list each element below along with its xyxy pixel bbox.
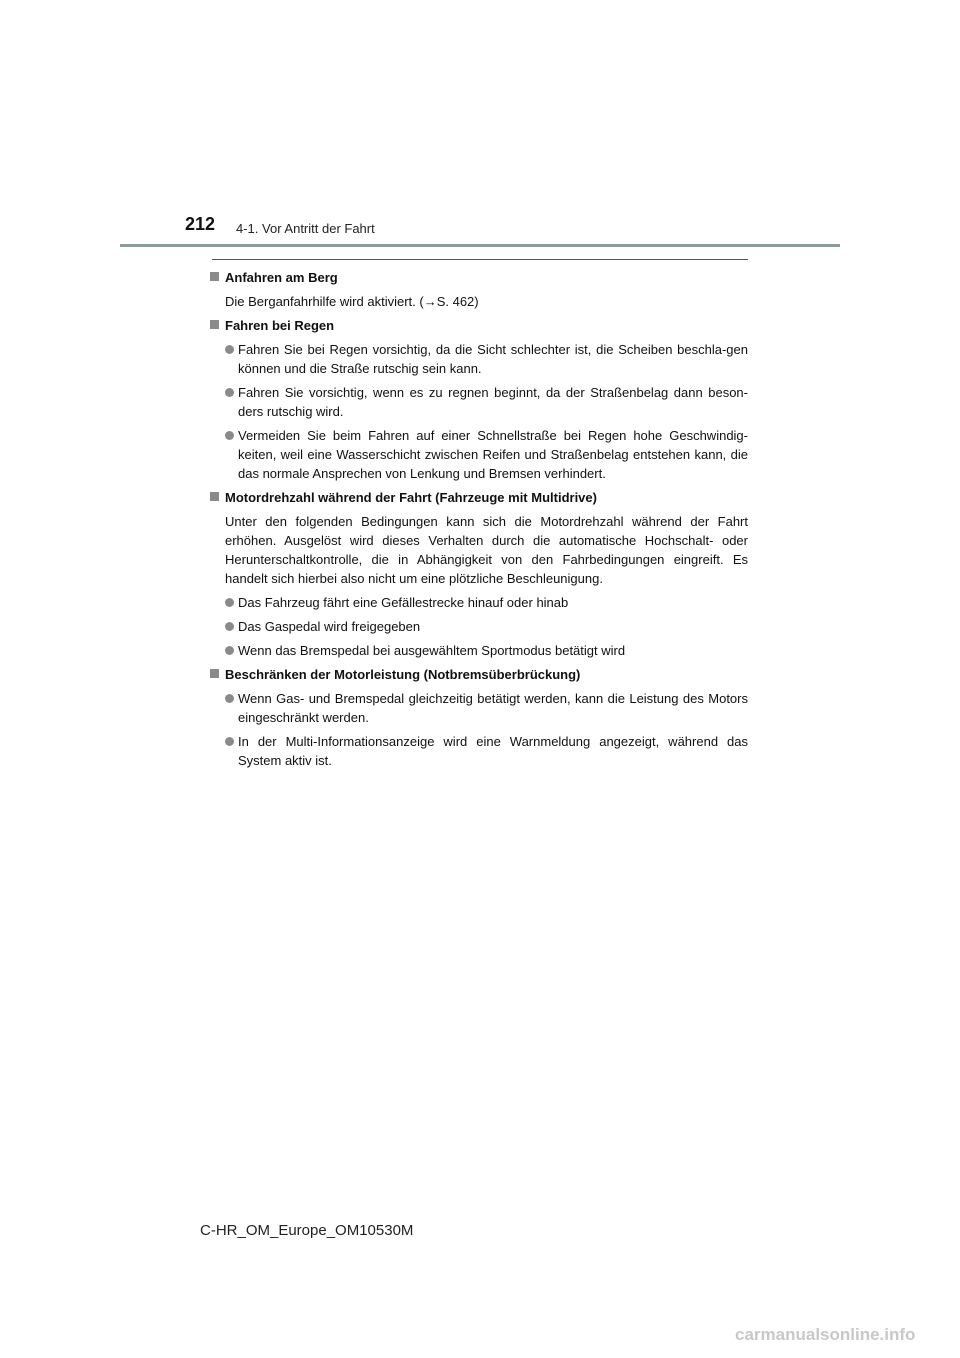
list-item xyxy=(210,593,748,612)
heading-text: Motordrehzahl während der Fahrt (Fahrzeuge mit Multidrive) xyxy=(225,490,597,505)
section-paragraph: Unter den folgenden Bedingungen kann sich die Motordrehzahl während der Fahrt erhöhen. Ausgelöst wird dieses Verhalten durch die automatische Hochschalt- oder Herunterschaltkontrolle, die in Abhängigkeit von den Fahrbedingungen eingreift. Es handelt sich hierbei also nicht um eine plötzliche Beschleunigung. xyxy=(225,514,748,586)
heading-text: Fahren bei Regen xyxy=(225,318,335,333)
list-item xyxy=(210,689,748,727)
list-item-text: In der Multi-Informationsanzeige wird eine Warnmeldung angezeigt, während das System aktiv ist. xyxy=(238,734,748,768)
circle-bullet-icon xyxy=(225,694,234,703)
circle-bullet-icon xyxy=(225,388,234,397)
list-item xyxy=(210,426,748,483)
square-bullet-icon xyxy=(210,492,219,501)
list-item xyxy=(210,340,748,378)
section-paragraph: Die Berganfahrhilfe wird aktiviert. (→S. 462) xyxy=(225,294,479,309)
list-item-text: Wenn Gas- und Bremspedal gleichzeitig betätigt werden, kann die Leistung des Motors eingeschränkt werden. xyxy=(238,691,748,725)
list-item-text: Das Fahrzeug fährt eine Gefällestrecke hinauf oder hinab xyxy=(238,595,569,610)
circle-bullet-icon xyxy=(225,622,234,631)
page-number: 212 xyxy=(185,214,216,234)
content-body xyxy=(210,268,748,775)
circle-bullet-icon xyxy=(225,345,234,354)
list-item xyxy=(210,383,748,421)
square-bullet-icon xyxy=(210,272,219,281)
section-heading xyxy=(210,268,748,287)
heading-text: Anfahren am Berg xyxy=(225,270,338,285)
section-heading xyxy=(210,316,748,335)
square-bullet-icon xyxy=(210,320,219,329)
circle-bullet-icon xyxy=(225,598,234,607)
circle-bullet-icon xyxy=(225,737,234,746)
footer-document-id: C-HR_OM_Europe_OM10530M xyxy=(200,1222,414,1239)
list-item xyxy=(210,617,748,636)
square-bullet-icon xyxy=(210,669,219,678)
list-item xyxy=(210,732,748,770)
list-item-text: Wenn das Bremspedal bei ausgewähltem Sportmodus betätigt wird xyxy=(238,643,626,658)
circle-bullet-icon xyxy=(225,646,234,655)
list-item xyxy=(210,641,748,660)
section-heading xyxy=(210,665,748,684)
section-heading xyxy=(210,488,748,507)
list-item-text: Fahren Sie vorsichtig, wenn es zu regnen beginnt, da der Straßenbelag dann beson-ders rutschig wird. xyxy=(238,385,748,419)
heading-text: Beschränken der Motorleistung (Notbremsüberbrückung) xyxy=(225,667,581,682)
header-rule xyxy=(120,244,840,247)
list-item-text: Das Gaspedal wird freigegeben xyxy=(238,619,421,634)
list-item-text: Fahren Sie bei Regen vorsichtig, da die Sicht schlechter ist, die Scheiben beschla-gen können und die Straße rutschig sein kann. xyxy=(238,342,748,376)
list-item-text: Vermeiden Sie beim Fahren auf einer Schnellstraße bei Regen hohe Geschwindig-keiten, weil eine Wasserschicht zwischen Reifen und Straßenbelag entstehen kann, die das normale Ansprechen von Lenkung und Bremsen verhindert. xyxy=(238,428,748,481)
circle-bullet-icon xyxy=(225,431,234,440)
section-title: 4-1. Vor Antritt der Fahrt xyxy=(236,221,375,236)
watermark: carmanualsonline.info xyxy=(735,1325,916,1344)
content-rule xyxy=(212,259,748,260)
